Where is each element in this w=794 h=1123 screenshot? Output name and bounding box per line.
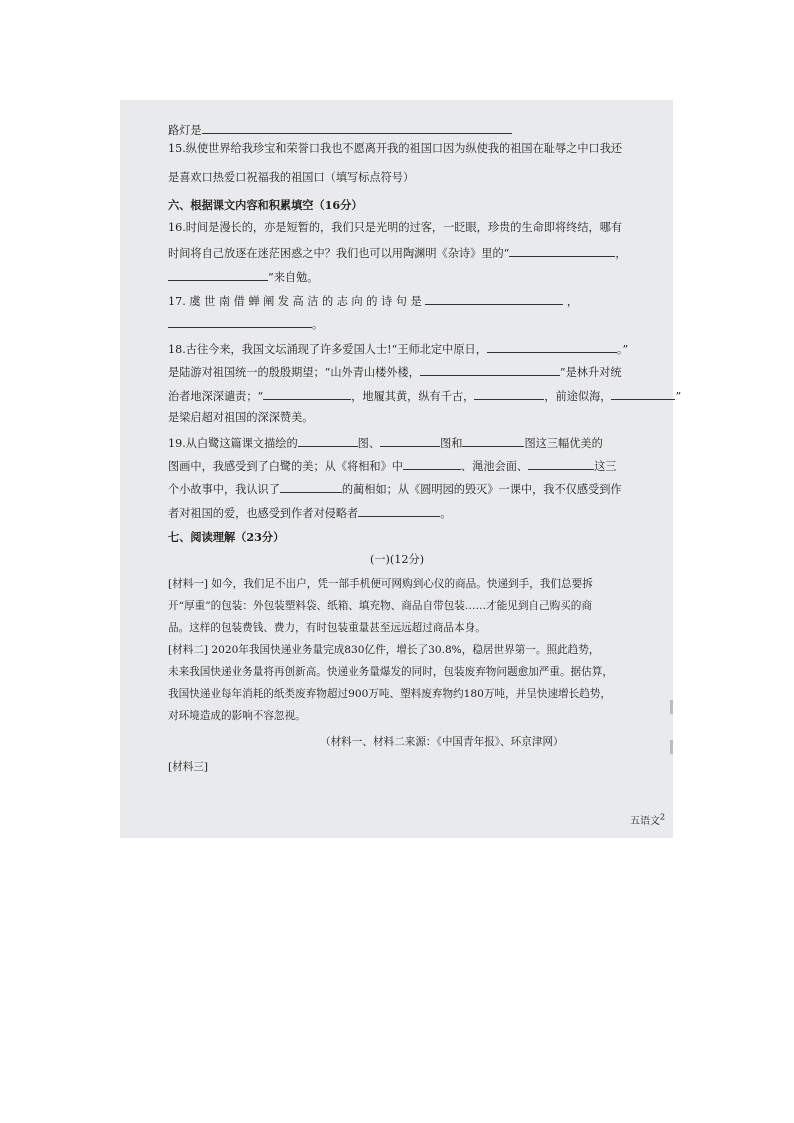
material2-line4: 对环境造成的影响不容忽视。 [168,710,306,722]
q19-line1a: 19.从白鹭这篇课文描绘的 [168,437,298,450]
answer-blank[interactable] [528,458,594,470]
q18-line3b: ，地履其黄，纵有千古， [351,390,475,403]
page-footer [630,812,665,827]
answer-blank[interactable] [280,481,342,493]
q18-line1-end: 。” [616,343,629,356]
section6-title: 六、根据课文内容和积累填空 [168,198,314,212]
q16-line1: 16.时间是漫长的，亦是短暂的，我们只是光明的过客，一眨眼，珍贵的生命即将终结，哪有 [168,221,623,234]
section6-heading [168,198,363,212]
q16-line3 [168,269,318,285]
material2-line1: [材料二] 2020年我国快递业务量完成830亿件，增长了30.8%，稳居世界第一。照此趋势， [168,644,600,656]
q19-line1b: 图、 [357,437,381,450]
section6-score: （16分） [313,198,363,212]
q19-line1 [168,435,603,451]
q14-label: 路灯是 [168,124,202,137]
q15-line2: 是喜欢口热爱口祝福我的祖国口（填写标点符号） [168,171,415,184]
q19-line3a: 个小故事中，我认识了 [168,483,280,496]
part1-title: (一)(12分) [370,553,425,566]
q16-line2-text: 时间将自己放逐在迷茫困惑之中？我们也可以用陶渊明《杂诗》里的“ [168,247,510,260]
answer-blank[interactable] [202,122,512,134]
q15-line1: 15.纵使世界给我珍宝和荣誉口我也不愿离开我的祖国口因为纵使我的祖国在耻辱之中口我还 [168,142,623,155]
answer-blank[interactable] [611,388,675,400]
scan-edge-mark [670,700,673,714]
q19-line3 [168,481,622,497]
q18-line2 [168,364,622,380]
q18-line3c: ，前途似海， [544,390,612,403]
q17-line1 [168,293,578,309]
q17-comma: ， [566,295,579,308]
answer-blank[interactable] [509,245,615,257]
subject-label: 五语文 [630,816,660,827]
scanned-exam-page [120,100,682,838]
material2-line2: 未来我国快递业务量将再创新高。快递业务量爆发的同时，包装废弃物问题愈加严重。据估算， [168,666,613,678]
q18-line2-text: 是陆游对祖国统一的殷殷期望；“山外青山楼外楼， [168,366,420,379]
q19-line2b: 、渑池会面、 [460,460,529,473]
material1-line2: 开“厚重”的包装：外包装塑料袋、纸箱、填充物、商品自带包装……才能见到自己购买的商 [168,600,592,612]
q16-line2 [168,245,627,261]
answer-blank[interactable] [168,269,268,281]
q17-end: 。 [312,318,324,331]
q17-text: 17. 虞 世 南 借 蝉 阐 发 高 洁 的 志 向 的 诗 句 是 [168,295,422,308]
answer-blank[interactable] [487,341,617,353]
answer-blank[interactable] [298,435,358,447]
q18-line3a: 治者地深深谴责；“ [168,390,264,403]
q16-line3-end: ”来自勉。 [268,271,319,284]
section7-heading [168,530,284,544]
material1-line1: [材料一] 如今，我们足不出户，凭一部手机便可网购到心仪的商品。快递到手，我们总要拆 [168,578,593,590]
q18-line1 [168,341,628,357]
answer-blank[interactable] [380,435,440,447]
section7-score: （23分） [235,530,285,544]
q14-tail [168,122,512,138]
answer-blank[interactable] [358,505,440,517]
q18-line2-end: ”是林升对统 [559,366,622,379]
q16-line2-end: ， [615,247,627,260]
q19-line4-end: 。 [440,507,452,520]
q19-line1c: 图和 [440,437,463,450]
q17-line2 [168,316,323,332]
section7-title: 七、阅读理解 [168,530,236,544]
q19-line2c: 这三 [594,460,617,473]
answer-blank[interactable] [168,316,312,328]
scan-edge-mark [670,740,673,754]
material3-label: [材料三] [168,761,209,773]
q18-line3 [168,388,681,404]
answer-blank[interactable] [403,458,461,470]
answer-blank[interactable] [474,388,544,400]
page-number: 2 [660,812,666,822]
material-source: （材料一、材料二来源：《中国青年报》、环京津网） [320,736,564,748]
q19-line4 [168,505,451,521]
q18-line4: 是梁启超对祖国的深深赞美。 [168,411,314,424]
answer-blank[interactable] [263,388,351,400]
q18-line1-text: 18.古往今来，我国文坛涌现了许多爱国人士!“王师北定中原日， [168,343,487,356]
q19-line2a: 图画中，我感受到了白鹭的美；从《将相和》中 [168,460,403,473]
answer-blank[interactable] [462,435,524,447]
material1-line3: 品。这样的包装费钱、费力，有时包装重量甚至远远超过商品本身。 [168,622,486,634]
q19-line4a: 者对祖国的爱，也感受到作者对侵略者 [168,507,359,520]
q19-line1d: 图这三幅优美的 [524,437,603,450]
answer-blank[interactable] [420,364,560,376]
q19-line3b: 的蔺相如；从《圆明园的毁灭》一课中，我不仅感受到作 [341,483,622,496]
q18-line3-end: ” [675,390,682,403]
q19-line2 [168,458,616,474]
material2-line3: 我国快递业每年消耗的纸类废弃物超过900万吨、塑料废弃物约180万吨，并呈快速增长趋势， [168,688,611,700]
answer-blank[interactable] [425,293,563,305]
